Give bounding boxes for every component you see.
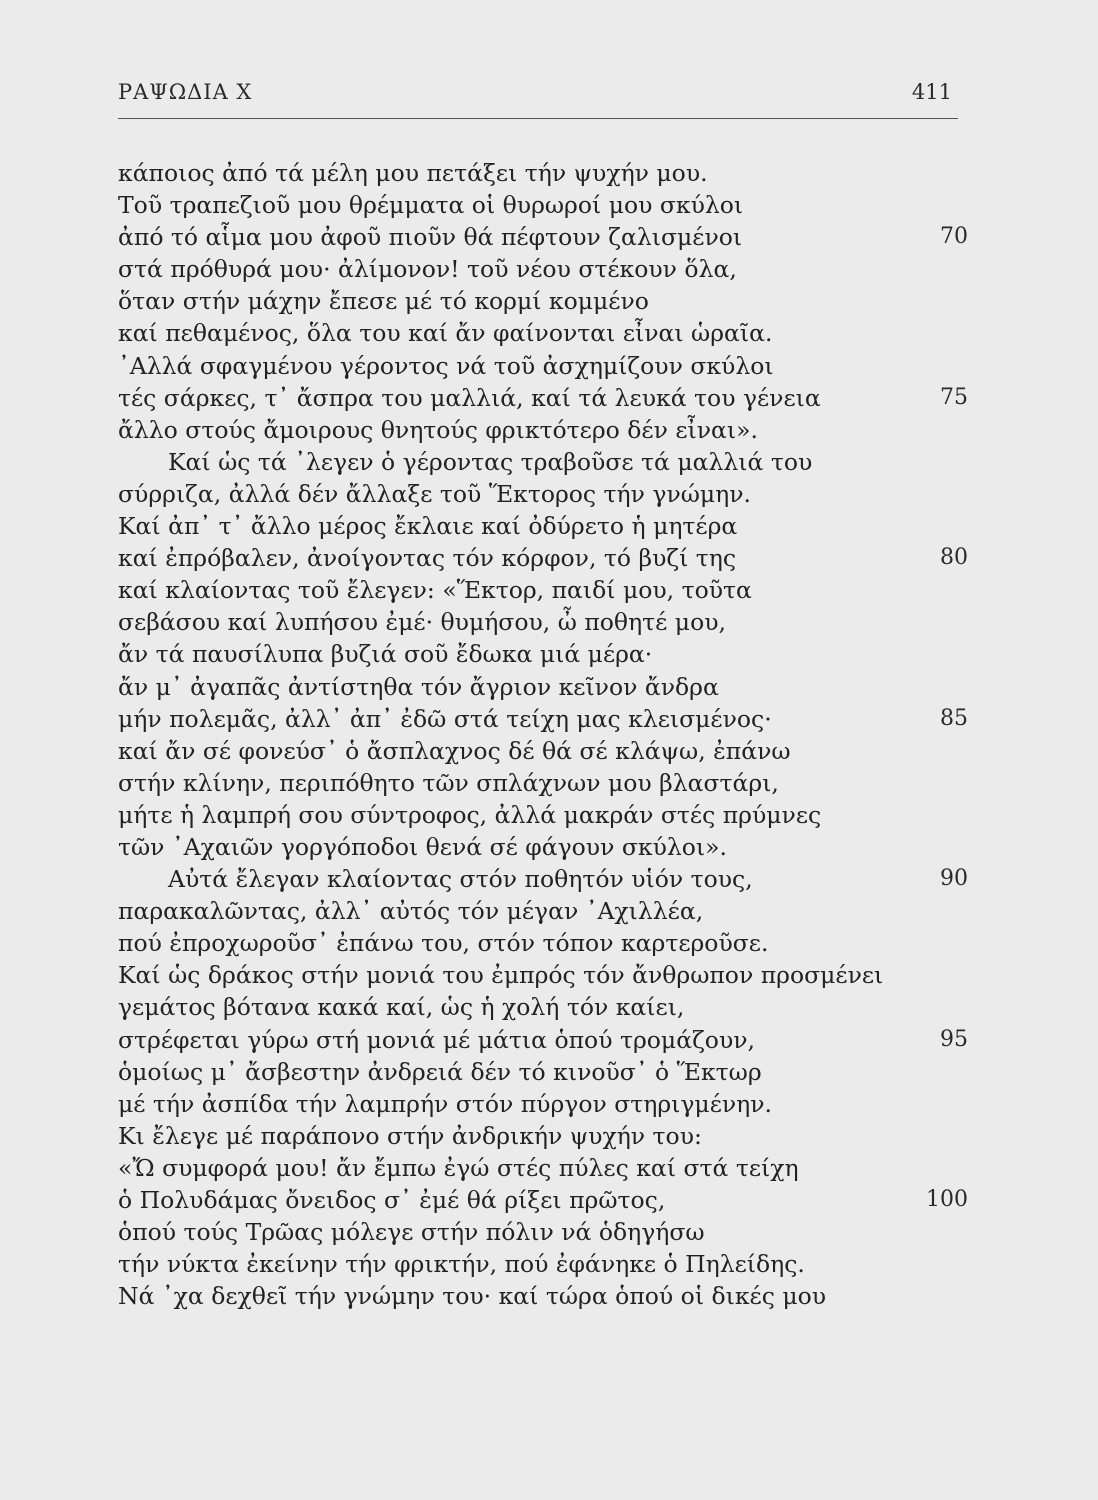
verse-text: ὁ Πολυδάμας ὄνειδος σ᾿ ἐμέ θά ρίξει πρῶτος, [118,1186,666,1214]
verse-line [118,253,968,285]
header-rule [118,118,958,119]
verse-text: ὁμοίως μ᾿ ἄσβεστην ἀνδρειά δέν τό κινοῦσ᾿ ὁ Ἕκτωρ [118,1057,762,1086]
verse-line [118,1024,968,1056]
verse-line [118,1280,968,1312]
line-number: 100 [926,1187,968,1212]
verse-text: στά πρόθυρά μου· ἀλίμονον! τοῦ νέου στέκουν ὅλα, [118,255,737,284]
verse-line [118,606,968,638]
verse-text: στρέφεται γύρω στή μονιά μέ μάτια ὁπού τρομάζουν, [118,1025,755,1054]
verse-text: ᾿Αλλά σφαγμένου γέροντος νά τοῦ ἀσχημίζουν σκύλοι [118,351,774,380]
verse-line [118,831,968,863]
verse-line [118,1184,968,1216]
verse-line [118,1216,968,1248]
verse-text: μέ τήν ἀσπίδα τήν λαμπρήν στόν πύργον στηριγμένην. [118,1089,772,1118]
verse-line [118,1120,968,1152]
line-number: 85 [940,705,968,731]
verse-text: παρακαλῶντας, ἀλλ᾿ αὐτός τόν μέγαν ᾿Αχιλλέα, [118,897,704,926]
verse-text: ἀπό τό αἷμα μου ἀφοῦ πιοῦν θά πέφτουν ζαλισμένοι [118,223,743,252]
verse-line [118,285,968,317]
verse-text: σεβάσου καί λυπήσου ἐμέ· θυμήσου, ὦ ποθητέ μου, [118,608,726,637]
verse-line [118,991,968,1023]
verse-text: ἄλλο στούς ἄμοιρους θνητούς φρικτότερο δέν εἶναι». [118,415,758,444]
verse-text: Καί ὡς τά ᾿λεγεν ὁ γέροντας τραβοῦσε τά μαλλιά του [168,447,813,476]
verse-text: Καί ὡς δράκος στήν μονιά του ἐμπρός τόν ἄνθρωπον προσμένει [118,961,884,990]
verse-line [118,638,968,670]
verse-line [118,542,968,574]
line-number: 80 [940,545,968,571]
verse-line [118,735,968,767]
verse-line [118,1056,968,1088]
line-number: 75 [940,384,968,410]
verse-text: Αὐτά ἔλεγαν κλαίοντας στόν ποθητόν υἱόν τους, [168,865,753,894]
verse-text: καί κλαίοντας τοῦ ἔλεγεν: «Ἕκτορ, παιδί μου, τοῦτα [118,576,752,605]
verse-line [118,1088,968,1120]
verse-line [118,157,968,189]
verse-text: πού ἐπροχωροῦσ᾿ ἐπάνω του, στόν τόπον καρτεροῦσε. [118,929,769,958]
verse-text: καί πεθαμένος, ὅλα του καί ἄν φαίνονται εἶναι ὡραῖα. [118,319,773,348]
verse-text: γεμάτος βότανα κακά καί, ὡς ἡ χολή τόν καίει, [118,993,685,1022]
chapter-title: ΡΑΨΩΔΙΑ Χ [118,80,253,104]
verse-line [118,1152,968,1184]
verse-line [118,350,968,382]
verse-line [118,189,968,221]
verse-line [118,446,968,478]
running-head [118,80,958,120]
verse-line [118,574,968,606]
verse-text: Τοῦ τραπεζιοῦ μου θρέμματα οἱ θυρωροί μου σκύλοι [118,191,744,220]
verse-line [118,1248,968,1280]
verse-line [118,382,968,414]
line-number: 90 [940,866,968,892]
verse-text: Νά ᾿χα δεχθεῖ τήν γνώμην του· καί τώρα ὁπού οἱ δικές μου [118,1282,827,1311]
verse-text: Καί ἀπ᾿ τ᾿ ἄλλο μέρος ἔκλαιε καί ὀδύρετο ἡ μητέρα [118,512,738,541]
verse-line [118,927,968,959]
verse-line [118,671,968,703]
line-number: 95 [940,1026,968,1052]
verse-text: καί ἐπρόβαλεν, ἀνοίγοντας τόν κόρφον, τό βυζί της [118,544,737,573]
verse-line [118,478,968,510]
verse-line [118,767,968,799]
verse-line [118,863,968,895]
verse-text: ὁπού τούς Τρῶας μόλεγε στήν πόλιν νά ὁδηγήσω [118,1218,705,1247]
verse-line [118,959,968,991]
verse-line [118,703,968,735]
verse-text: τήν νύκτα ἐκείνην τήν φρικτήν, πού ἐφάνηκε ὁ Πηλείδης. [118,1250,805,1279]
verse-list [118,157,968,1312]
verse-text: μήτε ἡ λαμπρή σου σύντροφος, ἀλλά μακράν στές πρύμνες [118,800,822,829]
verse-text: ἄν μ᾿ ἀγαπᾶς ἀντίστηθα τόν ἄγριον κεῖνον ἄνδρα [118,672,719,701]
verse-line [118,414,968,446]
verse-line [118,799,968,831]
line-number: 70 [940,224,968,250]
verse-text: τές σάρκες, τ᾿ ἄσπρα του μαλλιά, καί τά λευκά του γένεια [118,383,821,412]
verse-text: τῶν ᾿Αχαιῶν γοργόποδοι θενά σέ φάγουν σκύλοι». [118,832,727,861]
verse-text: «Ὤ συμφορά μου! ἄν ἔμπω ἐγώ στές πύλες καί στά τείχη [118,1153,799,1182]
verse-text: Κι ἔλεγε μέ παράπονο στήν ἀνδρικήν ψυχήν του: [118,1121,702,1150]
verse-line [118,510,968,542]
verse-text: σύρριζα, ἀλλά δέν ἄλλαξε τοῦ Ἕκτορος τήν γνώμην. [118,479,751,508]
verse-text: καί ἄν σέ φονεύσ᾿ ὁ ἄσπλαχνος δέ θά σέ κλάψω, ἐπάνω [118,736,791,765]
verse-line [118,895,968,927]
verse-line [118,317,968,349]
verse-text: στήν κλίνην, περιπόθητο τῶν σπλάχνων μου βλαστάρι, [118,768,779,797]
page-number: 411 [911,80,952,104]
verse-text: ἄν τά παυσίλυπα βυζιά σοῦ ἔδωκα μιά μέρα· [118,640,653,669]
verse-line [118,221,968,253]
verse-text: κάποιος ἀπό τά μέλη μου πετάξει τήν ψυχήν μου. [118,159,708,187]
verse-text: μήν πολεμᾶς, ἀλλ᾿ ἀπ᾿ ἐδῶ στά τείχη μας κλεισμένος· [118,704,772,733]
verse-text: ὅταν στήν μάχην ἔπεσε μέ τό κορμί κομμένο [118,287,649,316]
